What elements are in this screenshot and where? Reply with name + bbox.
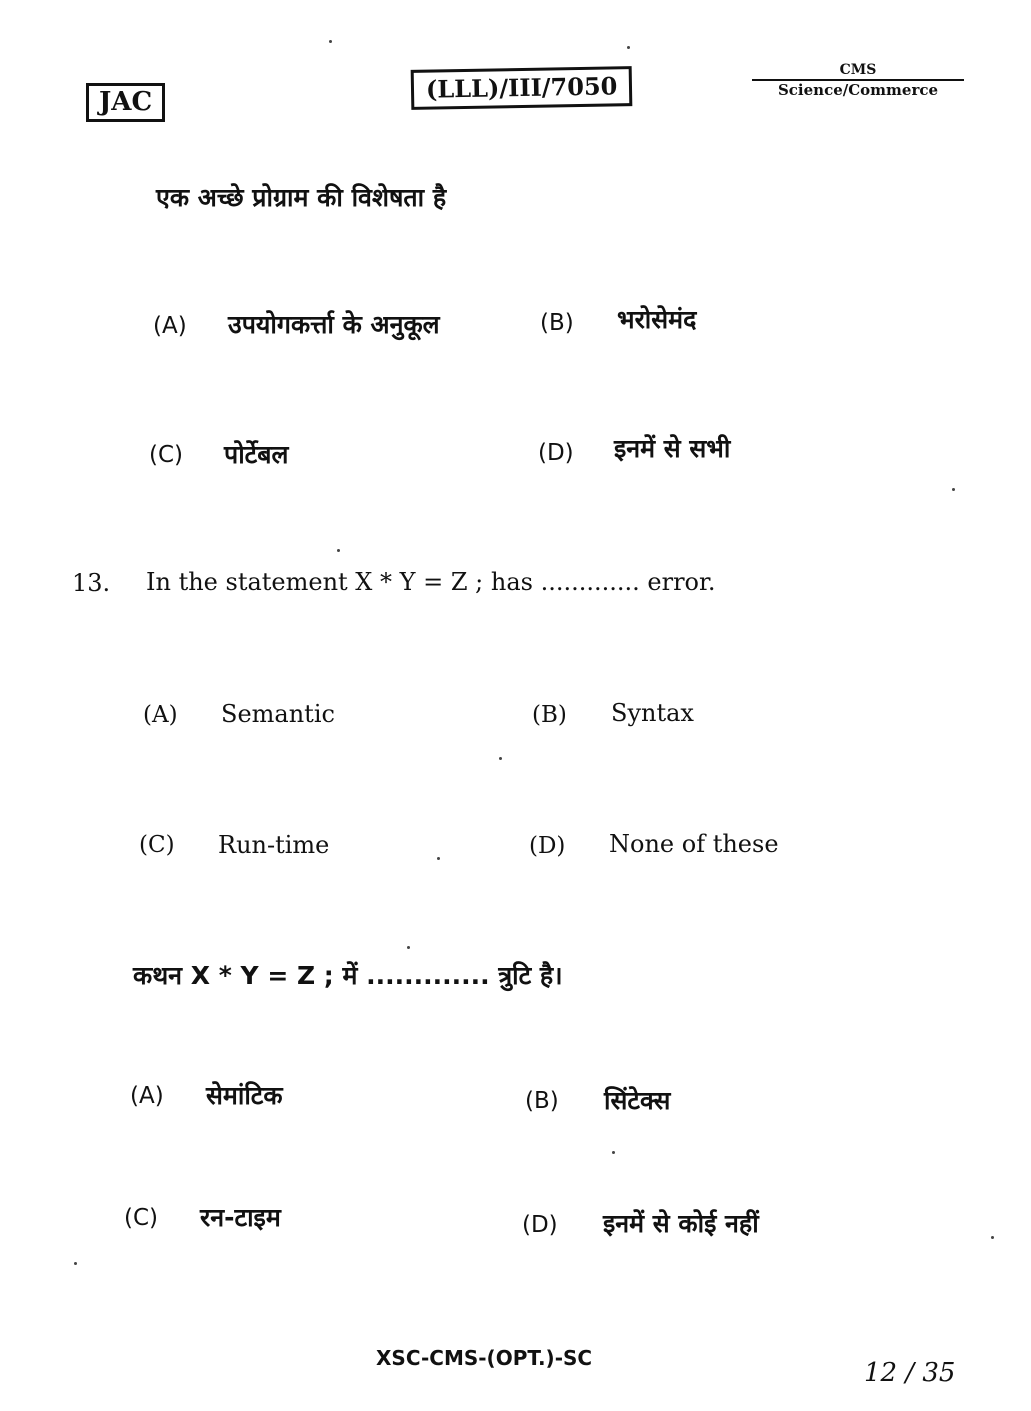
scan-speck: [991, 1236, 994, 1239]
scan-speck: [627, 46, 630, 49]
stream-label: Science/Commerce: [777, 81, 939, 99]
q13-hindi-option-a-text: सेमांटिक: [206, 1081, 283, 1110]
q12-hindi-option-b-label: (B): [540, 310, 574, 336]
q13-hindi-option-d-text: इनमें से कोई नहीं: [603, 1209, 759, 1238]
q13-hindi-option-d-label: (D): [522, 1212, 558, 1238]
scan-speck: [952, 488, 955, 491]
page-number: 12 / 35: [864, 1358, 956, 1388]
subject-label: CMS: [839, 62, 877, 78]
q13-option-b-label: (B): [532, 702, 567, 728]
scan-speck: [612, 1151, 615, 1154]
q13-option-d-label: (D): [529, 833, 566, 859]
q13-hindi-option-c-label: (C): [124, 1205, 159, 1231]
q13-option-d-text: None of these: [609, 830, 779, 858]
q13-option-b-text: Syntax: [611, 699, 694, 727]
footer-paper-code: XSC-CMS-(OPT.)-SC: [376, 1346, 593, 1370]
q13-hindi-option-b-text: सिंटेक्स: [604, 1086, 671, 1115]
q12-hindi-option-a-label: (A): [153, 313, 187, 339]
q13-question: In the statement X * Y = Z ; has ............. error.: [146, 568, 716, 596]
q13-hindi-option-c-text: रन-टाइम: [200, 1203, 281, 1232]
scan-speck: [337, 549, 340, 552]
paper-code: (LLL)/III/7050: [411, 66, 633, 110]
q12-hindi-option-d-label: (D): [538, 440, 574, 466]
q12-hindi-option-c-text: पोर्टेबल: [224, 440, 289, 469]
scan-speck: [74, 1262, 77, 1265]
q13-option-c-text: Run-time: [218, 831, 330, 859]
scan-speck: [329, 40, 332, 43]
scan-speck: [407, 946, 410, 949]
q12-hindi-option-c-label: (C): [149, 442, 184, 468]
q13-option-a-text: Semantic: [221, 700, 335, 728]
board-tag: JAC: [86, 83, 165, 122]
q12-hindi-option-b-text: भरोसेमंद: [617, 305, 697, 334]
q12-hindi-option-d-text: इनमें से सभी: [614, 434, 731, 463]
scan-speck: [499, 757, 502, 760]
q12-hindi-option-a-text: उपयोगकर्त्ता के अनुकूल: [228, 310, 440, 339]
q12-hindi-question: एक अच्छे प्रोग्राम की विशेषता है: [156, 183, 447, 212]
q13-option-c-label: (C): [139, 832, 175, 858]
q13-hindi-question: कथन X * Y = Z ; में ............. त्रुटि है।: [133, 961, 563, 990]
q13-hindi-option-a-label: (A): [130, 1083, 164, 1109]
q13-number: 13.: [72, 569, 111, 597]
scan-speck: [437, 857, 440, 860]
subject-stream-block: [752, 62, 964, 99]
q13-option-a-label: (A): [143, 702, 178, 728]
q13-hindi-option-b-label: (B): [525, 1088, 559, 1114]
